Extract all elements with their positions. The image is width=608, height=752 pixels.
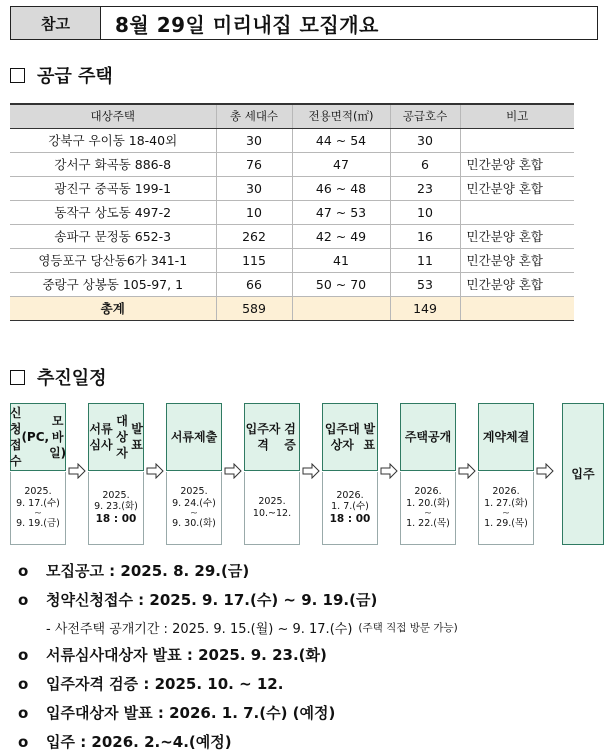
cell: 42 ~ 49 <box>292 224 390 248</box>
step-label-line: 발표 <box>131 421 143 452</box>
schedule-step-date <box>244 472 300 545</box>
bullet-mark: o <box>18 590 29 609</box>
col-header: 전용면적(㎡) <box>292 104 390 128</box>
step-label-line: 모바일) <box>49 413 67 461</box>
cell <box>460 200 574 224</box>
arrow-right-icon <box>536 463 554 479</box>
arrow-right-icon <box>458 463 476 479</box>
reference-tag: 참고 <box>11 7 101 39</box>
step-label-line: 주택공개 <box>404 429 452 444</box>
table-row <box>10 152 574 176</box>
table-row <box>10 128 574 152</box>
cell: 30 <box>216 128 292 152</box>
cell: 262 <box>216 224 292 248</box>
schedule-step-label <box>244 403 300 471</box>
step-date-tilde: ~ <box>502 507 510 519</box>
schedule-step-label <box>10 403 66 471</box>
list-item-text: 입주 : 2026. 2.~4.(예정) <box>46 733 232 751</box>
step-date-line: 10.~12. <box>252 508 292 519</box>
step-date-tilde: ~ <box>34 507 42 519</box>
list-item-text: 입주대상자 발표 : 2026. 1. 7.(수) (예정) <box>46 704 336 722</box>
bullet-mark: o <box>18 645 29 664</box>
schedule-step-date <box>400 472 456 545</box>
schedule-step <box>322 403 378 545</box>
schedule-step-label <box>166 403 222 471</box>
arrow-right-icon <box>68 463 86 479</box>
cell: 41 <box>292 248 390 272</box>
step-date-line: 2025. <box>102 489 130 501</box>
sub-list-item-text: - 사전주택 공개기간 : 2025. 9. 15.(월) ~ 9. 17.(수) <box>46 621 353 637</box>
cell: 10 <box>216 200 292 224</box>
cell: 30 <box>390 128 460 152</box>
step-date-line: 2025. <box>180 485 208 497</box>
step-label-line: 발표 <box>363 421 376 452</box>
step-label-line: 입주대상자 <box>324 421 360 452</box>
bullet-mark: o <box>18 561 29 580</box>
schedule-step <box>562 403 604 545</box>
step-date-line: 9. 17.(수) <box>16 497 60 509</box>
step-date-line: 2026. <box>414 485 442 497</box>
cell: 149 <box>390 296 460 320</box>
table-row <box>10 224 574 248</box>
cell: 민간분양 혼합 <box>460 152 574 176</box>
schedule-step-label <box>88 403 144 471</box>
list-item <box>18 669 598 698</box>
schedule-step-label <box>562 403 604 545</box>
schedule-step-label <box>478 403 534 471</box>
arrow-right-icon <box>224 463 242 479</box>
arrow-right-icon <box>146 463 164 479</box>
list-item <box>18 727 598 752</box>
step-date-line: 2026. <box>336 489 364 501</box>
page-title: 8월 29일 미리내집 모집개요 <box>115 12 379 37</box>
list-item-text: 서류심사대상자 발표 : 2025. 9. 23.(화) <box>46 646 327 664</box>
schedule-step <box>400 403 456 545</box>
cell: 44 ~ 54 <box>292 128 390 152</box>
schedule-step <box>88 403 144 545</box>
cell: 46 ~ 48 <box>292 176 390 200</box>
step-label-line: 계약체결 <box>482 429 530 444</box>
cell: 66 <box>216 272 292 296</box>
sub-list-item <box>18 614 598 640</box>
cell: 53 <box>390 272 460 296</box>
cell: 47 ~ 53 <box>292 200 390 224</box>
cell <box>460 128 574 152</box>
step-date-line: 1. 29.(목) <box>484 518 528 530</box>
list-item-text: 입주자격 검증 : 2025. 10. ~ 12. <box>46 675 284 693</box>
cell: 6 <box>390 152 460 176</box>
cell: 송파구 문정동 652-3 <box>10 224 216 248</box>
table-row <box>10 248 574 272</box>
checkbox-square-icon <box>10 68 25 83</box>
step-date-line: 2026. <box>492 485 520 497</box>
schedule-step-label <box>322 403 378 471</box>
cell: 76 <box>216 152 292 176</box>
list-item-text: 청약신청접수 : 2025. 9. 17.(수) ~ 9. 19.(금) <box>46 591 378 609</box>
table-total-row <box>10 296 574 320</box>
header-box <box>10 6 598 40</box>
col-header: 비고 <box>460 104 574 128</box>
cell: 23 <box>390 176 460 200</box>
list-item <box>18 698 598 727</box>
step-date-line: 2025. <box>24 485 52 497</box>
schedule-summary-list <box>18 556 598 752</box>
step-date-line: 1. 20.(화) <box>406 497 450 509</box>
table-row <box>10 200 574 224</box>
step-date-line: 9. 23.(화) <box>94 501 138 513</box>
col-header: 공급호수 <box>390 104 460 128</box>
step-date-tilde: ~ <box>424 507 432 519</box>
cell: 강서구 화곡동 886-8 <box>10 152 216 176</box>
schedule-step <box>10 403 66 545</box>
step-date-line: 9. 19.(금) <box>16 518 60 530</box>
schedule-flow <box>9 403 595 547</box>
schedule-step-date <box>88 472 144 545</box>
list-item <box>18 640 598 669</box>
cell: 589 <box>216 296 292 320</box>
housing-table <box>10 103 574 321</box>
schedule-step <box>244 403 300 545</box>
cell: 동작구 상도동 497-2 <box>10 200 216 224</box>
cell: 10 <box>390 200 460 224</box>
cell: 광진구 중곡동 199-1 <box>10 176 216 200</box>
schedule-step <box>478 403 534 545</box>
list-item-text: 모집공고 : 2025. 8. 29.(금) <box>46 562 250 580</box>
schedule-step <box>166 403 222 545</box>
step-date-line: 1. 7.(수) <box>331 501 369 513</box>
cell <box>460 296 574 320</box>
table-header-row <box>10 104 574 128</box>
step-date-line: 1. 27.(화) <box>484 497 528 509</box>
step-label-line: 신청접수 <box>9 405 22 469</box>
section-schedule <box>10 364 107 390</box>
step-label-line: 서류심사 <box>89 421 113 452</box>
cell: 민간분양 혼합 <box>460 224 574 248</box>
cell: 강북구 우이동 18-40외 <box>10 128 216 152</box>
cell: 115 <box>216 248 292 272</box>
step-label-line: 입주자격 <box>245 421 281 452</box>
step-label-line: 서류제출 <box>170 429 218 444</box>
step-label-line: 입주 <box>571 466 595 481</box>
cell: 47 <box>292 152 390 176</box>
list-item <box>18 585 598 614</box>
cell: 영등포구 당산동6가 341-1 <box>10 248 216 272</box>
cell: 민간분양 혼합 <box>460 176 574 200</box>
section-supply <box>10 62 113 88</box>
cell: 50 ~ 70 <box>292 272 390 296</box>
schedule-step-date <box>166 472 222 545</box>
cell: 30 <box>216 176 292 200</box>
table-row <box>10 176 574 200</box>
sub-list-item-note: (주택 직접 방문 가능) <box>358 621 458 634</box>
schedule-step-date <box>10 472 66 545</box>
step-date-line: 2025. <box>258 496 286 508</box>
step-label-line: (PC, <box>21 429 50 444</box>
list-item <box>18 556 598 585</box>
cell: 중랑구 상봉동 105-97, 1 <box>10 272 216 296</box>
step-date-line: 9. 24.(수) <box>172 497 216 509</box>
col-header: 대상주택 <box>10 104 216 128</box>
bullet-mark: o <box>18 732 29 751</box>
cell: 16 <box>390 224 460 248</box>
bullet-mark: o <box>18 703 29 722</box>
arrow-right-icon <box>380 463 398 479</box>
arrow-right-icon <box>302 463 320 479</box>
schedule-step-date <box>322 472 378 545</box>
step-time: 18 : 00 <box>95 513 137 526</box>
step-label-line: 대상자 <box>116 413 128 461</box>
step-time: 18 : 00 <box>329 513 371 526</box>
table-row <box>10 272 574 296</box>
bullet-mark: o <box>18 674 29 693</box>
cell: 민간분양 혼합 <box>460 272 574 296</box>
cell <box>292 296 390 320</box>
section-schedule-label: 추진일정 <box>37 368 107 389</box>
schedule-step-date <box>478 472 534 545</box>
step-date-tilde: ~ <box>190 507 198 519</box>
cell: 11 <box>390 248 460 272</box>
section-supply-label: 공급 주택 <box>37 66 113 87</box>
col-header: 총 세대수 <box>216 104 292 128</box>
cell: 민간분양 혼합 <box>460 248 574 272</box>
step-date-line: 9. 30.(화) <box>172 518 216 530</box>
step-date-line: 1. 22.(목) <box>406 518 450 530</box>
step-label-line: 검증 <box>284 421 296 452</box>
schedule-step-label <box>400 403 456 471</box>
checkbox-square-icon <box>10 370 25 385</box>
cell: 총계 <box>10 296 216 320</box>
